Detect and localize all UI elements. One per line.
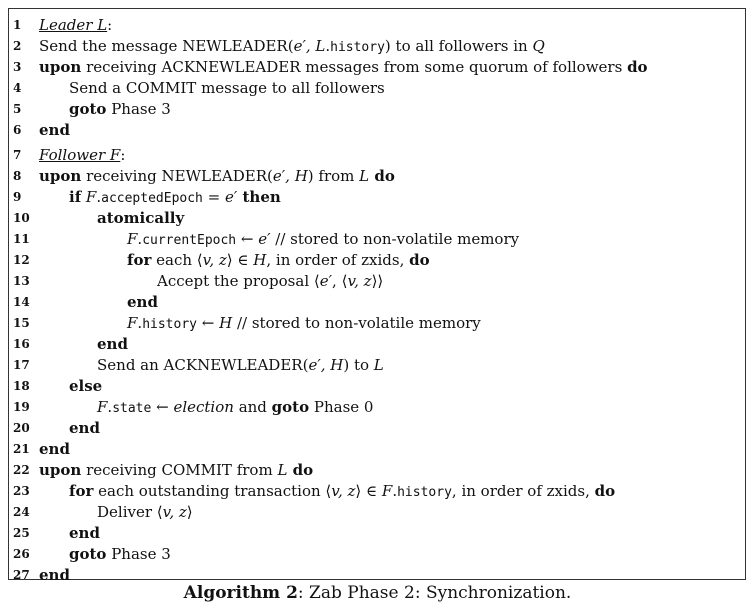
code-token: Deliver ⟨ xyxy=(97,503,163,521)
line-code xyxy=(97,208,184,228)
code-token: Phase 3 xyxy=(106,100,171,118)
code-token: , in order of zxids, xyxy=(266,251,410,269)
code-token: e′, L xyxy=(293,37,326,55)
code-token: ⟩ xyxy=(186,503,193,521)
code-token: ← xyxy=(236,230,259,248)
code-token: do xyxy=(627,58,648,76)
code-token: history xyxy=(330,40,385,55)
line-code xyxy=(39,439,70,459)
code-token: . xyxy=(392,482,398,500)
line-number: 9 xyxy=(13,190,22,204)
line-number: 5 xyxy=(13,102,22,116)
code-token: each ⟨ xyxy=(151,251,203,269)
code-token: Send the message NEWLEADER( xyxy=(39,37,294,55)
line-number: 24 xyxy=(13,505,30,519)
code-token: Send a COMMIT message to all followers xyxy=(69,79,385,97)
code-token: state xyxy=(112,401,152,416)
line-number: 23 xyxy=(13,484,30,498)
line-code xyxy=(69,544,171,564)
line-number: 7 xyxy=(13,148,22,162)
line-number: 4 xyxy=(13,81,22,95)
code-token: = xyxy=(202,188,225,206)
code-token: do xyxy=(287,461,314,479)
code-token: goto xyxy=(69,100,107,118)
code-token: e′, H xyxy=(308,356,344,374)
code-token: ← xyxy=(151,398,174,416)
code-token: L xyxy=(373,356,384,374)
code-token: if xyxy=(69,188,82,206)
line-number: 16 xyxy=(13,337,30,351)
line-number: 25 xyxy=(13,526,30,540)
code-token: ) from xyxy=(307,167,360,185)
line-number: 19 xyxy=(13,400,30,414)
code-token: // stored to non-volatile memory xyxy=(232,314,481,332)
line-code xyxy=(39,15,112,35)
code-token: Accept the proposal ⟨ xyxy=(157,272,320,290)
code-token: atomically xyxy=(97,209,185,227)
code-token: : xyxy=(120,146,126,164)
code-token: e′ xyxy=(224,188,238,206)
line-number: 10 xyxy=(13,211,30,225)
code-token: goto xyxy=(69,545,107,563)
code-token: then xyxy=(237,188,281,206)
line-code xyxy=(69,99,171,119)
line-code xyxy=(127,292,158,312)
code-token: election xyxy=(173,398,234,416)
line-number: 13 xyxy=(13,274,30,288)
code-token: for xyxy=(127,251,152,269)
caption-label: Algorithm 2 xyxy=(183,583,298,603)
code-token: do xyxy=(409,251,430,269)
code-token: ⟩⟩ xyxy=(371,272,384,290)
code-token: end xyxy=(127,293,158,311)
code-token: ← xyxy=(197,314,220,332)
line-number: 26 xyxy=(13,547,30,561)
code-token: , ⟨ xyxy=(332,272,348,290)
code-token: ⟩ ∈ xyxy=(226,251,254,269)
line-number: 22 xyxy=(13,463,30,477)
code-token: end xyxy=(69,419,100,437)
code-token: upon xyxy=(39,58,82,76)
code-token: Q xyxy=(532,37,545,55)
line-code xyxy=(39,460,313,480)
code-token: Phase 0 xyxy=(309,398,374,416)
line-code xyxy=(69,376,102,396)
line-number: 15 xyxy=(13,316,30,330)
code-token: end xyxy=(39,440,70,458)
code-token: end xyxy=(97,335,128,353)
line-number: 27 xyxy=(13,568,30,582)
code-token: ) to xyxy=(343,356,374,374)
line-code xyxy=(127,313,481,335)
algorithm-box xyxy=(8,8,746,584)
code-token: : xyxy=(107,16,113,34)
code-token: F xyxy=(81,188,97,206)
code-token: . xyxy=(137,230,143,248)
line-code xyxy=(97,355,384,375)
code-token: do xyxy=(369,167,395,185)
code-token: // stored to non-volatile memory xyxy=(270,230,520,248)
line-code xyxy=(39,57,648,77)
code-token: currentEpoch xyxy=(142,233,237,248)
line-number: 11 xyxy=(13,232,30,246)
line-code xyxy=(157,271,383,291)
code-token: history xyxy=(142,317,197,332)
code-token: e′ xyxy=(319,272,333,290)
code-token: v, z xyxy=(162,503,187,521)
line-code xyxy=(39,565,70,585)
line-number: 18 xyxy=(13,379,30,393)
code-token: F xyxy=(127,314,138,332)
code-token: . xyxy=(137,314,143,332)
line-number: 20 xyxy=(13,421,30,435)
line-code xyxy=(39,166,395,186)
line-number: 2 xyxy=(13,39,22,53)
code-token: receiving NEWLEADER( xyxy=(81,167,273,185)
code-token: v, z xyxy=(202,251,227,269)
line-number: 3 xyxy=(13,60,22,74)
line-code xyxy=(97,502,193,522)
algorithm-caption xyxy=(0,583,755,603)
line-code xyxy=(97,334,128,354)
code-token: v, z xyxy=(347,272,372,290)
code-token: L xyxy=(277,461,288,479)
code-token: Follower F xyxy=(39,146,121,164)
line-code xyxy=(127,229,519,251)
line-code xyxy=(127,250,430,270)
code-token: do xyxy=(594,482,616,500)
line-code xyxy=(69,418,100,438)
caption-text: : Zab Phase 2: Synchronization. xyxy=(297,583,572,603)
code-token: end xyxy=(69,524,100,542)
code-token: upon xyxy=(39,461,82,479)
code-token: ) to all followers in xyxy=(384,37,533,55)
code-token: . xyxy=(96,188,102,206)
code-token: . xyxy=(107,398,113,416)
code-token: end xyxy=(39,566,70,584)
line-code xyxy=(39,145,125,165)
code-token: v, z xyxy=(331,482,356,500)
code-token: receiving ACKNEWLEADER messages from some quorum of followers xyxy=(81,58,628,76)
code-token: receiving COMMIT from xyxy=(81,461,278,479)
code-token: , in order of zxids, xyxy=(451,482,595,500)
code-token: F xyxy=(381,482,393,500)
line-code xyxy=(69,187,281,209)
line-number: 8 xyxy=(13,169,22,183)
line-number: 17 xyxy=(13,358,30,372)
code-token: for xyxy=(69,482,94,500)
code-token: F xyxy=(97,398,108,416)
code-token: F xyxy=(127,230,138,248)
code-token: L xyxy=(359,167,370,185)
line-code xyxy=(69,481,615,503)
code-token: history xyxy=(397,485,452,500)
code-token: and xyxy=(233,398,272,416)
code-token: else xyxy=(69,377,103,395)
line-code xyxy=(69,523,100,543)
code-token: . xyxy=(325,37,331,55)
line-number: 14 xyxy=(13,295,30,309)
code-token: Send an ACKNEWLEADER( xyxy=(97,356,309,374)
code-token: end xyxy=(39,121,70,139)
line-number: 6 xyxy=(13,123,22,137)
line-number: 21 xyxy=(13,442,30,456)
code-token: ⟩ ∈ xyxy=(355,482,382,500)
code-token: H xyxy=(219,314,233,332)
code-token: each outstanding transaction ⟨ xyxy=(93,482,332,500)
line-code xyxy=(69,78,385,98)
line-code xyxy=(97,397,373,419)
line-code xyxy=(39,120,70,140)
code-token: H xyxy=(253,251,267,269)
line-number: 12 xyxy=(13,253,30,267)
line-code xyxy=(39,36,545,58)
code-token: Phase 3 xyxy=(106,545,171,563)
code-token: Leader L xyxy=(39,16,108,34)
code-token: upon xyxy=(39,167,82,185)
code-token: goto xyxy=(271,398,310,416)
code-token: acceptedEpoch xyxy=(101,191,203,206)
line-number: 1 xyxy=(13,18,22,32)
code-token: e′ xyxy=(258,230,271,248)
code-token: e′, H xyxy=(272,167,308,185)
